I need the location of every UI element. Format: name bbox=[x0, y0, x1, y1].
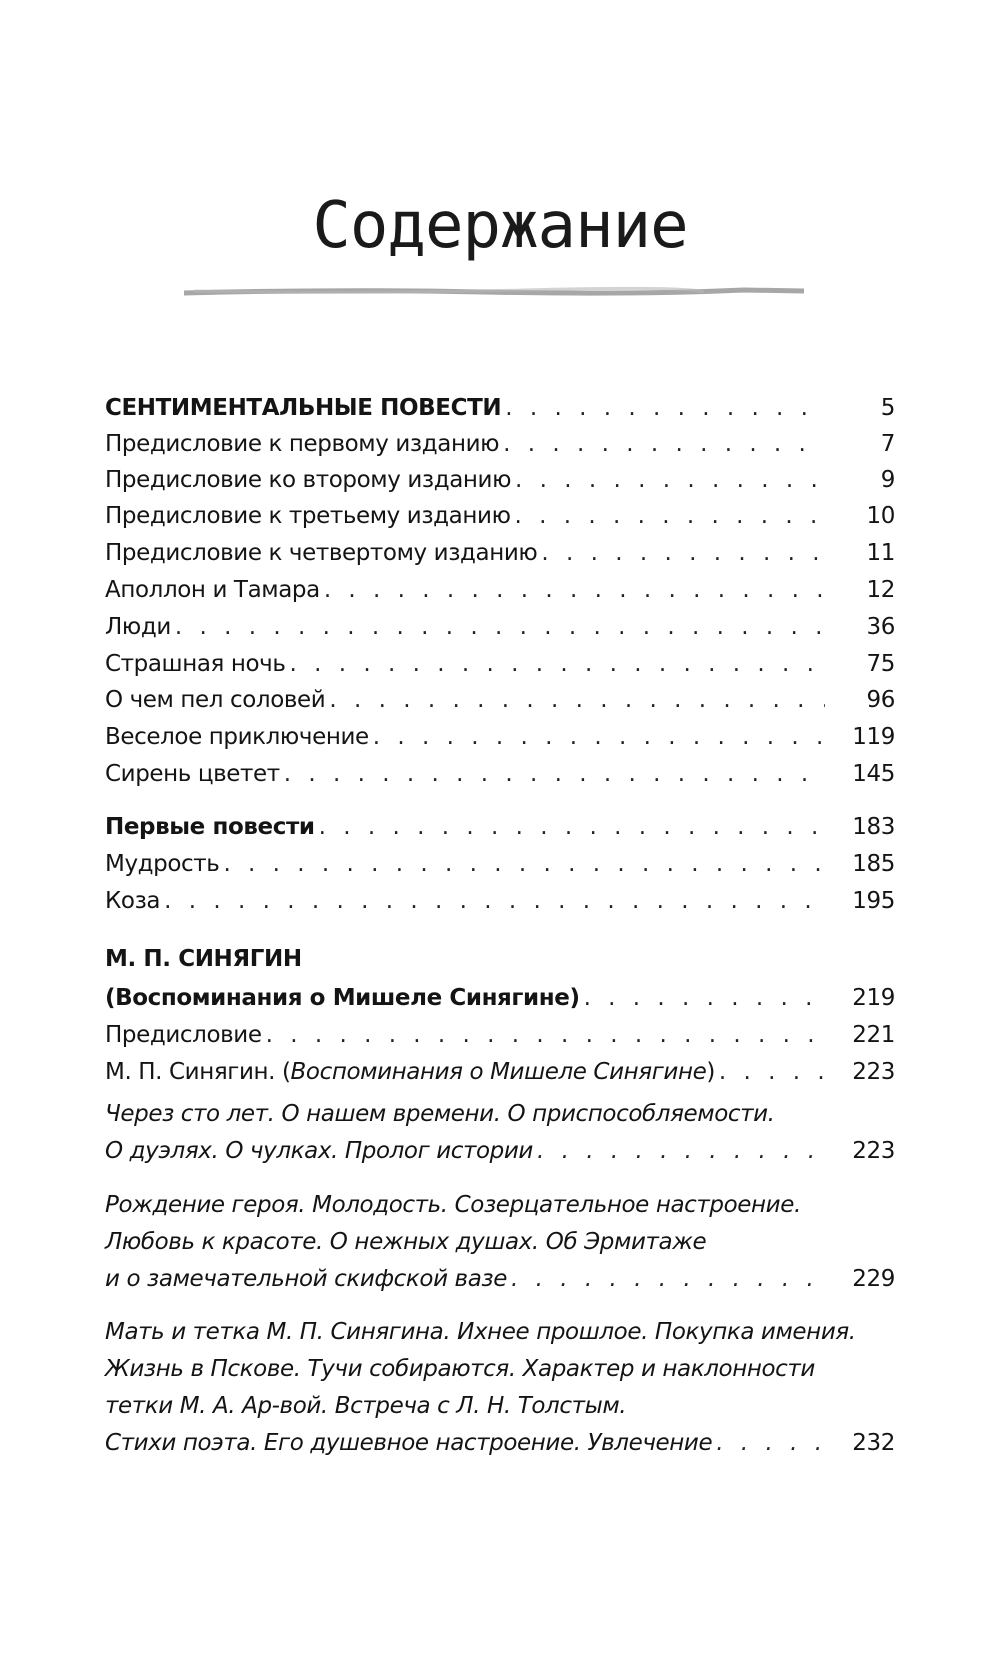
section-heading: М. П. СИНЯГИН bbox=[105, 946, 302, 972]
toc-entry-chapter[interactable] bbox=[105, 1424, 895, 1462]
toc-entry-title: Мудрость bbox=[105, 851, 220, 877]
toc-entry-section-header[interactable] bbox=[105, 389, 895, 427]
toc-entry[interactable] bbox=[105, 845, 895, 883]
dot-leader bbox=[515, 461, 825, 499]
toc-entry-title: СЕНТИМЕНТАЛЬНЫЕ ПОВЕСТИ bbox=[105, 395, 502, 421]
toc-entry[interactable] bbox=[105, 534, 895, 572]
dot-leader bbox=[537, 1132, 825, 1170]
toc-entry[interactable] bbox=[105, 461, 895, 499]
dot-leader bbox=[515, 497, 825, 535]
chapter-summary-line: Мать и тетка М. П. Синягина. Ихнее прошлое. Покупка имения. bbox=[105, 1319, 856, 1345]
toc-entry-title: Страшная ночь bbox=[105, 651, 286, 677]
toc-entry-title-italic: Воспоминания о Мишеле Синягине bbox=[290, 1059, 707, 1085]
toc-entry-title: Предисловие к третьему изданию bbox=[105, 503, 511, 529]
toc-entry-title: Предисловие к четвертому изданию bbox=[105, 540, 538, 566]
dot-leader bbox=[373, 718, 825, 756]
page-title: Содержание bbox=[312, 189, 688, 263]
toc-entry[interactable] bbox=[105, 571, 895, 609]
toc-entry-section-header[interactable] bbox=[105, 979, 895, 1017]
toc-entry-title: Стихи поэта. Его душевное настроение. Увлечение bbox=[105, 1430, 713, 1456]
toc-page-number: 11 bbox=[866, 540, 895, 566]
toc-page-number: 75 bbox=[866, 651, 895, 677]
toc-entry[interactable] bbox=[105, 425, 895, 463]
dot-leader bbox=[329, 681, 825, 719]
toc-entry[interactable] bbox=[105, 718, 895, 756]
chapter-summary-line: Жизнь в Пскове. Тучи собираются. Характер и наклонности bbox=[105, 1356, 815, 1382]
dot-leader bbox=[511, 1260, 825, 1298]
toc-page-number: 36 bbox=[866, 614, 895, 640]
chapter-summary-line: Через сто лет. О нашем времени. О приспособляемости. bbox=[105, 1101, 775, 1127]
chapter-summary-line: Любовь к красоте. О нежных душах. Об Эрмитаже bbox=[105, 1229, 707, 1255]
toc-entry[interactable] bbox=[105, 645, 895, 683]
toc-page-number: 145 bbox=[852, 761, 895, 787]
toc-entry-title: Аполлон и Тамара bbox=[105, 577, 320, 603]
toc-entry-title: Предисловие bbox=[105, 1022, 262, 1048]
toc-entry-title: и о замечательной скифской вазе bbox=[105, 1266, 507, 1292]
toc-page-number: 221 bbox=[852, 1022, 895, 1048]
chapter-summary-line: тетки М. А. Ар-вой. Встреча с Л. Н. Толстым. bbox=[105, 1393, 627, 1419]
toc-entry[interactable] bbox=[105, 681, 895, 719]
toc-entry[interactable] bbox=[105, 755, 895, 793]
toc-page-number: 9 bbox=[880, 467, 895, 493]
toc-entry[interactable] bbox=[105, 497, 895, 535]
chapter-summary-line: Рождение героя. Молодость. Созерцательное настроение. bbox=[105, 1192, 801, 1218]
dot-leader bbox=[175, 608, 825, 646]
dot-leader bbox=[290, 645, 825, 683]
toc-entry-title: Коза bbox=[105, 888, 161, 914]
toc-entry[interactable] bbox=[105, 608, 895, 646]
toc-entry-title: Предисловие ко второму изданию bbox=[105, 467, 512, 493]
dot-leader bbox=[719, 1053, 825, 1091]
toc-entry-title: Первые повести bbox=[105, 814, 315, 840]
toc-entry-title: Сирень цветет bbox=[105, 761, 280, 787]
dot-leader bbox=[716, 1424, 825, 1462]
toc-entry[interactable] bbox=[105, 1053, 895, 1091]
toc-page-number: 183 bbox=[852, 814, 895, 840]
dot-leader bbox=[324, 571, 825, 609]
toc-page-number: 5 bbox=[880, 395, 895, 421]
toc-entry-title: О чем пел соловей bbox=[105, 687, 326, 713]
dot-leader bbox=[164, 882, 825, 920]
toc-page-number: 96 bbox=[866, 687, 895, 713]
toc-entry-chapter[interactable] bbox=[105, 1132, 895, 1170]
toc-entry-section-header[interactable] bbox=[105, 808, 895, 846]
toc-entry-title: О дуэлях. О чулках. Пролог истории bbox=[105, 1138, 533, 1164]
toc-page-number: 223 bbox=[852, 1138, 895, 1164]
toc-entry-title-plain: М. П. Синягин. ( bbox=[105, 1059, 291, 1085]
toc-entry-title bbox=[105, 1053, 719, 1091]
toc-page-number: 10 bbox=[866, 503, 895, 529]
dot-leader bbox=[584, 979, 825, 1017]
dot-leader bbox=[541, 534, 825, 572]
toc-entry-title: Предисловие к первому изданию bbox=[105, 431, 500, 457]
toc-entry[interactable] bbox=[105, 1016, 895, 1054]
toc-entry-chapter[interactable] bbox=[105, 1260, 895, 1298]
toc-page-number: 119 bbox=[852, 724, 895, 750]
toc-page-number: 12 bbox=[866, 577, 895, 603]
toc-page-number: 185 bbox=[852, 851, 895, 877]
dot-leader bbox=[223, 845, 825, 883]
toc-entry[interactable] bbox=[105, 882, 895, 920]
dot-leader bbox=[284, 755, 825, 793]
toc-page-number: 195 bbox=[852, 888, 895, 914]
toc-entry-title: Люди bbox=[105, 614, 171, 640]
dot-leader bbox=[266, 1016, 825, 1054]
title-underline bbox=[184, 284, 804, 300]
toc-page-number: 229 bbox=[852, 1266, 895, 1292]
dot-leader bbox=[505, 389, 825, 427]
toc-entry-title: (Воспоминания о Мишеле Синягине) bbox=[105, 985, 580, 1011]
toc-entry-title: Веселое приключение bbox=[105, 724, 369, 750]
toc-page-number: 7 bbox=[880, 431, 895, 457]
toc-page-number: 223 bbox=[852, 1059, 895, 1085]
toc-entry-title-close: ) bbox=[706, 1059, 715, 1085]
dot-leader bbox=[503, 425, 825, 463]
toc-page-number: 219 bbox=[852, 985, 895, 1011]
dot-leader bbox=[319, 808, 825, 846]
toc-page-number: 232 bbox=[852, 1430, 895, 1456]
